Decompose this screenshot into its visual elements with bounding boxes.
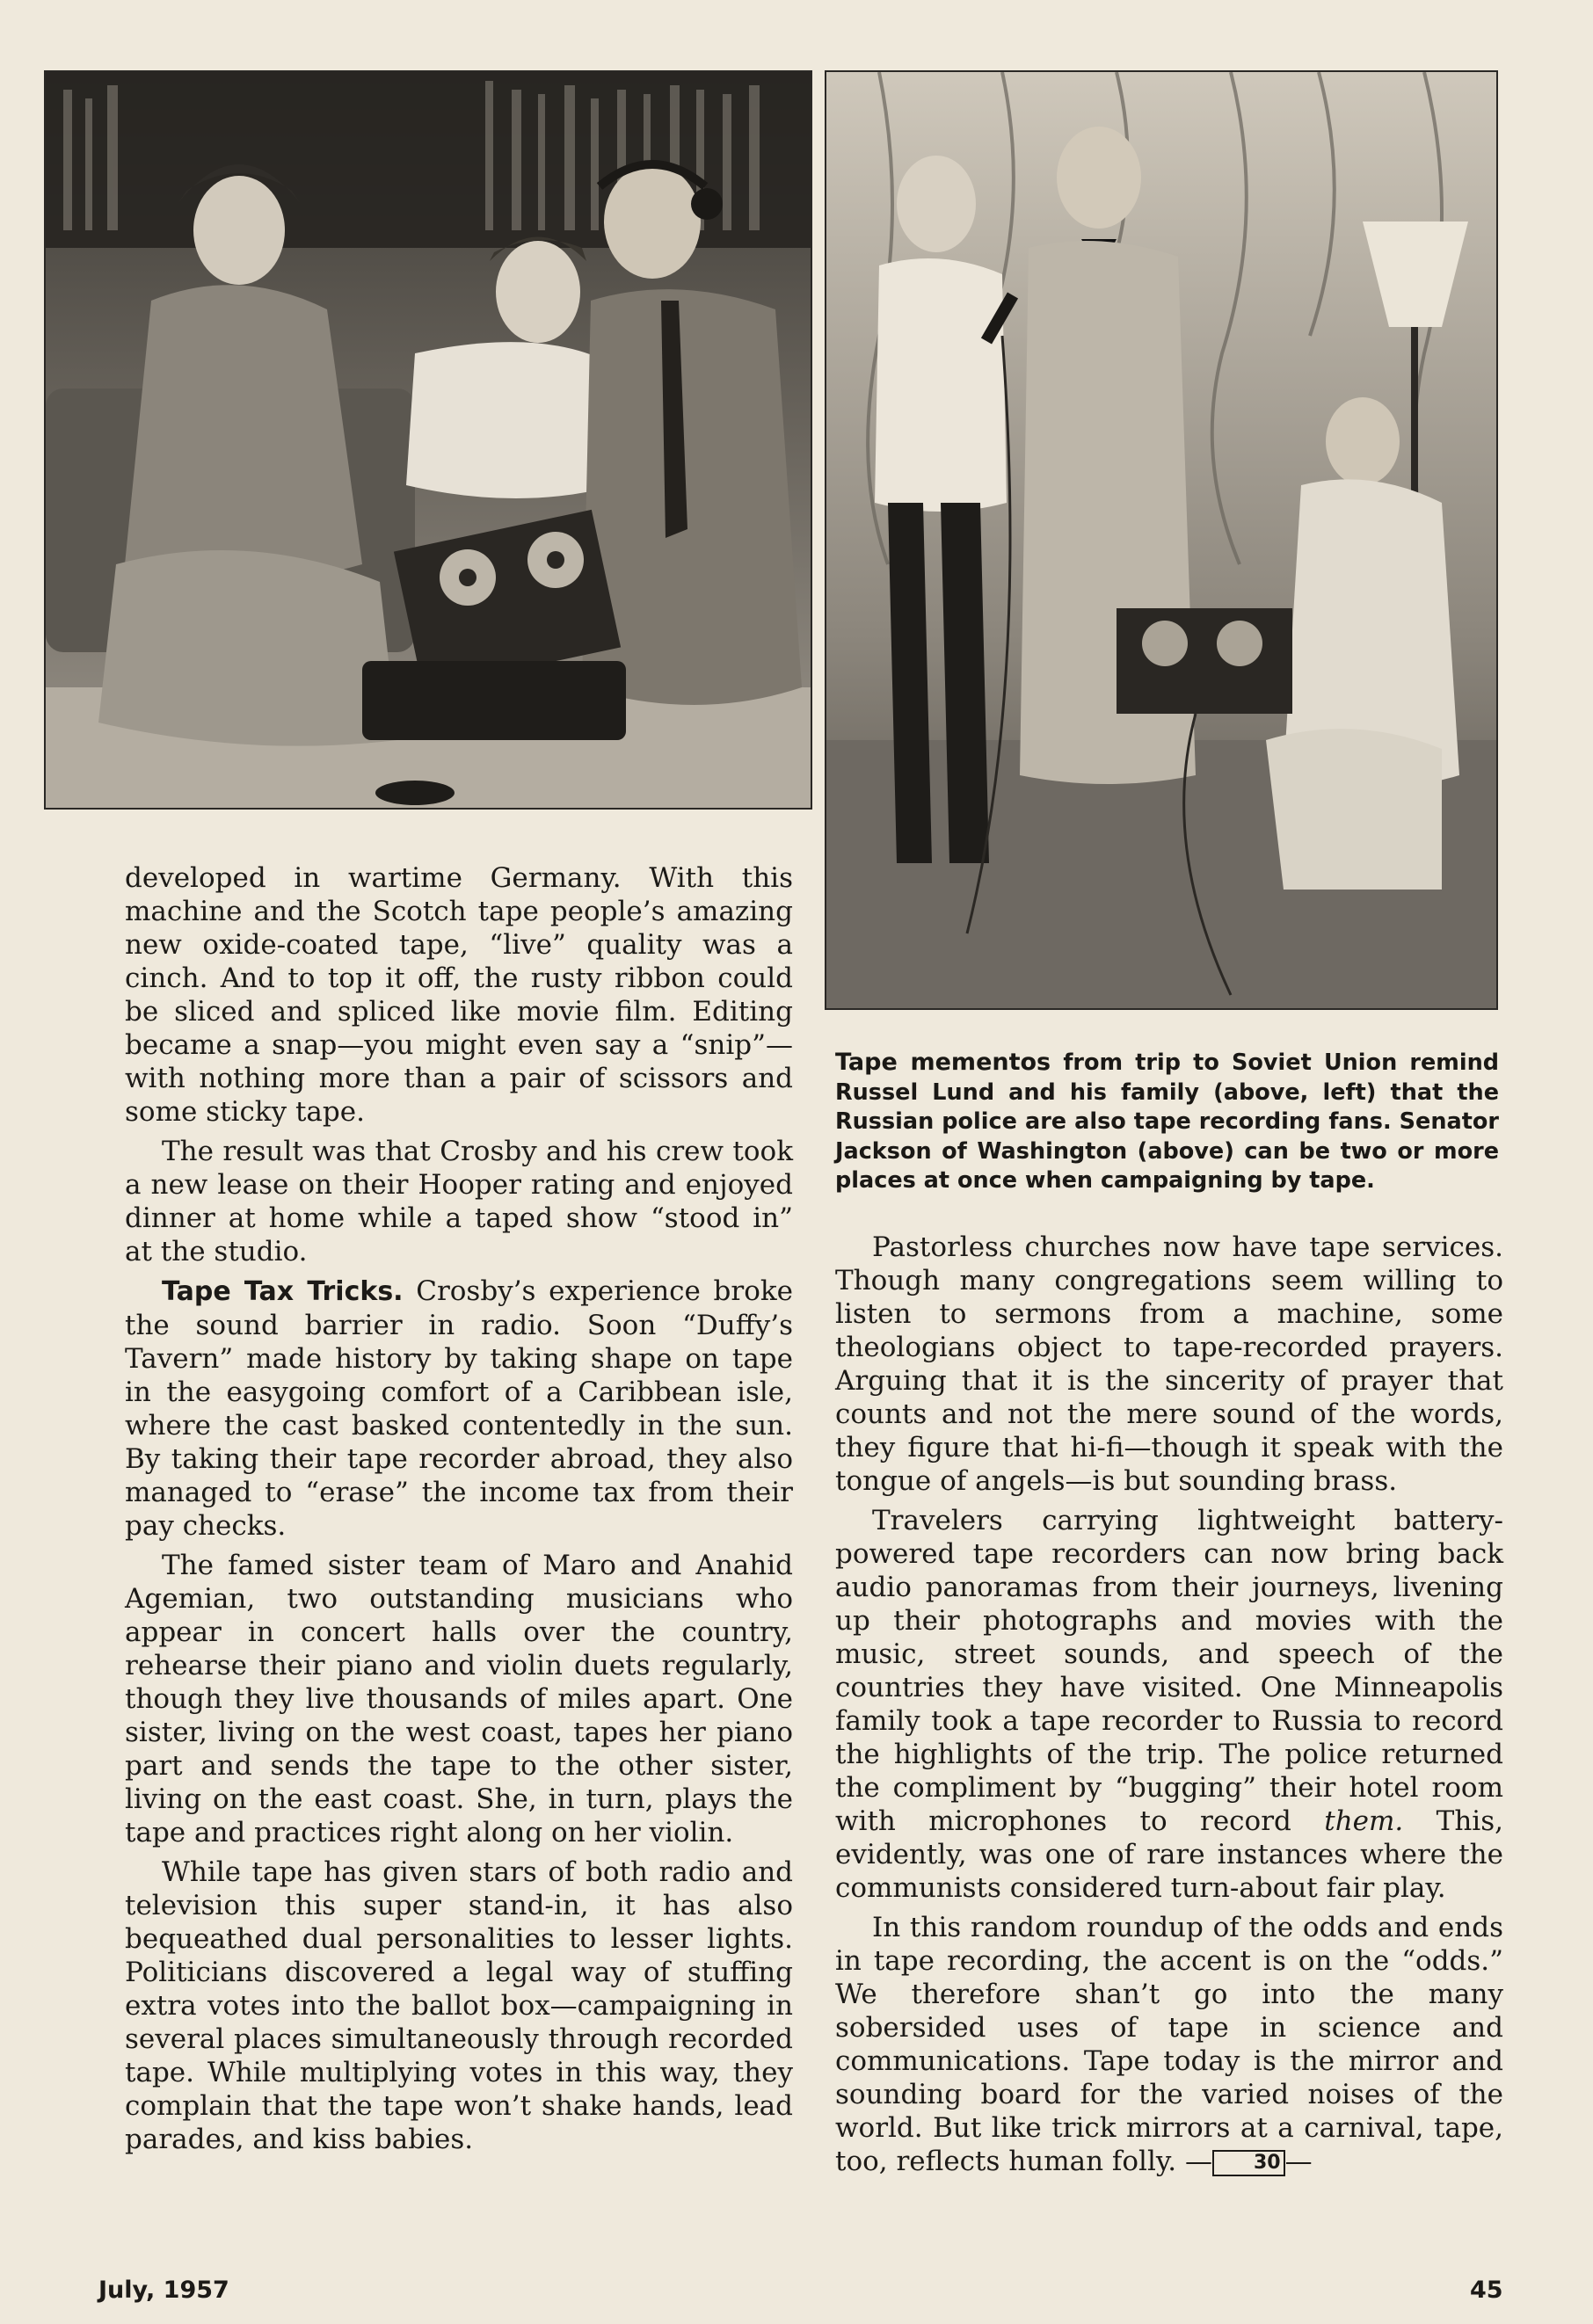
- paragraph: The result was that Crosby and his crew took a new lease on their Hooper rating and enjoyed dinner at home while a taped show “stood in” at the studio.: [125, 1136, 793, 1267]
- caption-lead: Tape mementos: [835, 1049, 1051, 1076]
- end-dash: —: [1284, 2146, 1313, 2177]
- photo-senator-illustration: [826, 72, 1496, 1008]
- paragraph: While tape has given stars of both radio and television this super stand-in, it has also bequeathed dual personalities to lesser lights. Politicians discovered a legal way of stuffing extra votes into the ballot box—campaigning in several places simultaneously through recorded tape. While multiplying votes in this way, they complain that the tape won’t shake hands, lead parades, and kiss babies.: [125, 1856, 793, 2155]
- paragraph-with-heading: [125, 1275, 793, 1543]
- paragraph-text: In this random roundup of the odds and ends in tape recording, the accent is on the “odds.” We therefore shan’t go into the many sobersided uses of tape in science and communications. Tape today is the mirror and sounding board for the varied noises of the world. But like trick mirrors at a carnival, tape, too, reflects human folly. —: [835, 1912, 1503, 2177]
- caption-text: from trip to Soviet Union remind Russel Lund and his family (above, left) that the Russian police are also tape recording fans. Senator Jackson of Washington (above) can be two or more places at once when campaigning by tape.: [835, 1049, 1499, 1194]
- emphasis-text: them.: [1324, 1805, 1404, 1837]
- right-column: [835, 1231, 1503, 2184]
- end-mark-30: 30: [1212, 2150, 1285, 2176]
- photo-caption: [835, 1048, 1499, 1196]
- paragraph: developed in wartime Germany. With this machine and the Scotch tape people’s amazing new oxide-coated tape, “live” quality was a cinch. And to top it off, the rusty ribbon could be sliced and spliced like movie film. Editing became a snap—you might even say a “snip”—with nothing more than a pair of scissors and some sticky tape.: [125, 862, 793, 1128]
- footer-date: July, 1957: [98, 2277, 229, 2304]
- paragraph: [835, 1911, 1503, 2178]
- paragraph: The famed sister team of Maro and Anahid Agemian, two outstanding musicians who appear in concert halls over the country, rehearse their piano and violin duets regularly, though they live thousands of miles apart. One sister, living on the west coast, tapes her piano part and sends the tape to the other sister, living on the east coast. She, in turn, plays the tape and practices right along on her violin.: [125, 1550, 793, 1848]
- paragraph-text: Travelers carrying lightweight battery-powered tape recorders can now bring back audio panoramas from their journeys, livening up their photographs and movies with the music, street sounds, and speech of the countries they have visited. One Minneapolis family took a tape recorder to Russia to record the highlights of the trip. The police returned the compliment by “bugging” their hotel room with microphones to record: [835, 1505, 1503, 1837]
- left-column: [125, 861, 793, 2162]
- paragraph-text: This, evidently, was one of rare instances where the communists considered turn-about fair play.: [835, 1805, 1503, 1904]
- paragraph-text: Crosby’s experience broke the sound barrier in radio. Soon “Duffy’s Tavern” made history by taking shape on tape in the easygoing comfort of a Caribbean isle, where the cast basked contentedly in the sun. By taking their tape recorder abroad, they also managed to “erase” the income tax from their pay checks.: [125, 1275, 793, 1542]
- photo-family-illustration: [46, 72, 811, 808]
- photo-senator-recording: [825, 70, 1498, 1010]
- paragraph: Pastorless churches now have tape services. Though many congregations seem willing to listen to sermons from a machine, some theologians object to tape-recorded prayers. Arguing that it is the sincerity of prayer that counts and not the mere sound of the words, they figure that hi-fi—though it speak with the tongue of angels—is but sounding brass.: [835, 1231, 1503, 1497]
- run-in-heading: Tape Tax Tricks.: [162, 1276, 404, 1307]
- paragraph: [835, 1504, 1503, 1905]
- page-number: 45: [1470, 2277, 1503, 2304]
- photo-family-tape-recorder: [44, 70, 812, 810]
